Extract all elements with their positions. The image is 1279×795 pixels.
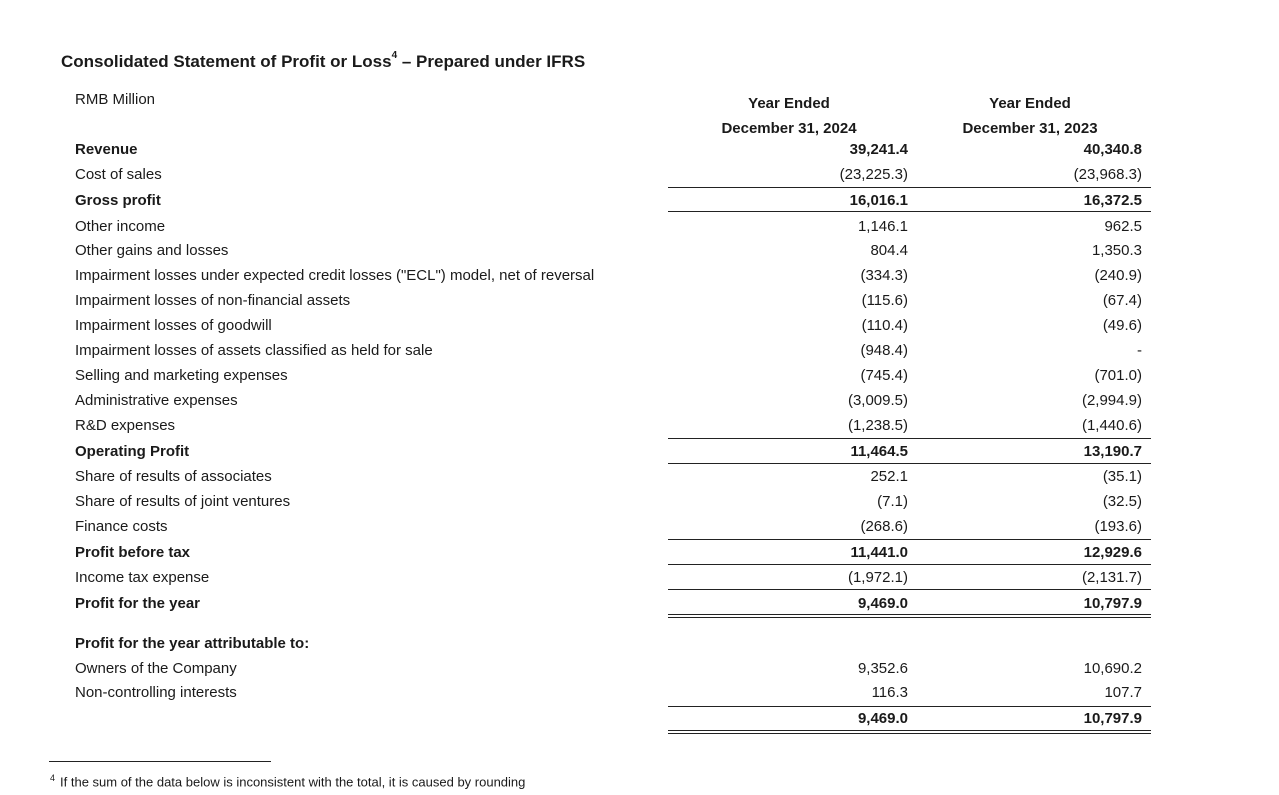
column-header-2023: Year Ended December 31, 2023 (962, 95, 1098, 137)
row-other-gains-losses: Other gains and losses 804.4 1,350.3 (75, 242, 1142, 259)
total-double-rule (909, 733, 1151, 734)
attributable-heading: Profit for the year attributable to: (75, 635, 310, 652)
row-attributable-total: 9,469.0 10,797.9 (857, 710, 1142, 727)
units-label: RMB Million (75, 91, 156, 108)
row-other-income: Other income 1,146.1 962.5 (75, 218, 1142, 235)
footnote: $^4$ If the sum of the data below is inconsistent with the total, it is caused by rounding (50, 773, 526, 790)
row-non-controlling: Non-controlling interests 116.3 107.7 (75, 684, 1142, 701)
row-ecl-impairment: Impairment losses under expected credit losses ("ECL") model, net of reversal (334.3) (240.9) (75, 267, 1142, 284)
total-double-rule (909, 617, 1151, 618)
subtotal-rule (909, 211, 1151, 212)
row-income-tax: Income tax expense (1,972.1) (2,131.7) (75, 569, 1142, 586)
row-cost-of-sales: Cost of sales (23,225.3) (23,968.3) (75, 166, 1142, 183)
row-rnd: R&D expenses (1,238.5) (1,440.6) (75, 417, 1142, 434)
total-rule (668, 614, 913, 615)
row-finance-costs: Finance costs (268.6) (193.6) (75, 518, 1142, 535)
row-non-financial-impairment: Impairment losses of non-financial assets (115.6) (67.4) (75, 292, 1142, 309)
total-rule (909, 614, 1151, 615)
row-profit-before-tax: Profit before tax 11,441.0 12,929.6 (75, 544, 1142, 561)
footnote-mark: 4 (391, 50, 398, 62)
row-goodwill-impairment: Impairment losses of goodwill (110.4) (49.6) (75, 317, 1142, 334)
total-rule (909, 730, 1151, 731)
row-profit-for-year: Profit for the year 9,469.0 10,797.9 (75, 595, 1142, 612)
column-header-2024: Year Ended December 31, 2024 (721, 95, 857, 137)
footnote-separator (49, 761, 271, 762)
row-selling-marketing: Selling and marketing expenses (745.4) (701.0) (75, 367, 1142, 384)
total-double-rule (668, 617, 913, 618)
subtotal-rule (668, 211, 913, 212)
row-held-for-sale-impairment: Impairment losses of assets classified as held for sale (948.4) - (75, 342, 1142, 359)
row-administrative: Administrative expenses (3,009.5) (2,994.9) (75, 392, 1142, 409)
row-owners: Owners of the Company 9,352.6 10,690.2 (75, 660, 1142, 677)
row-associates: Share of results of associates 252.1 (35.1) (75, 468, 1142, 485)
subtotal-rule (909, 589, 1151, 590)
row-revenue: Revenue 39,241.4 40,340.8 (75, 141, 1142, 158)
statement-title: Consolidated Statement of Profit or Loss$^4$ – Prepared under IFRS (61, 50, 586, 71)
subtotal-rule (668, 589, 913, 590)
row-operating-profit: Operating Profit 11,464.5 13,190.7 (75, 443, 1142, 460)
row-joint-ventures: Share of results of joint ventures (7.1) (32.5) (75, 493, 1142, 510)
row-gross-profit: Gross profit 16,016.1 16,372.5 (75, 192, 1142, 209)
total-double-rule (668, 733, 913, 734)
total-rule (668, 730, 913, 731)
